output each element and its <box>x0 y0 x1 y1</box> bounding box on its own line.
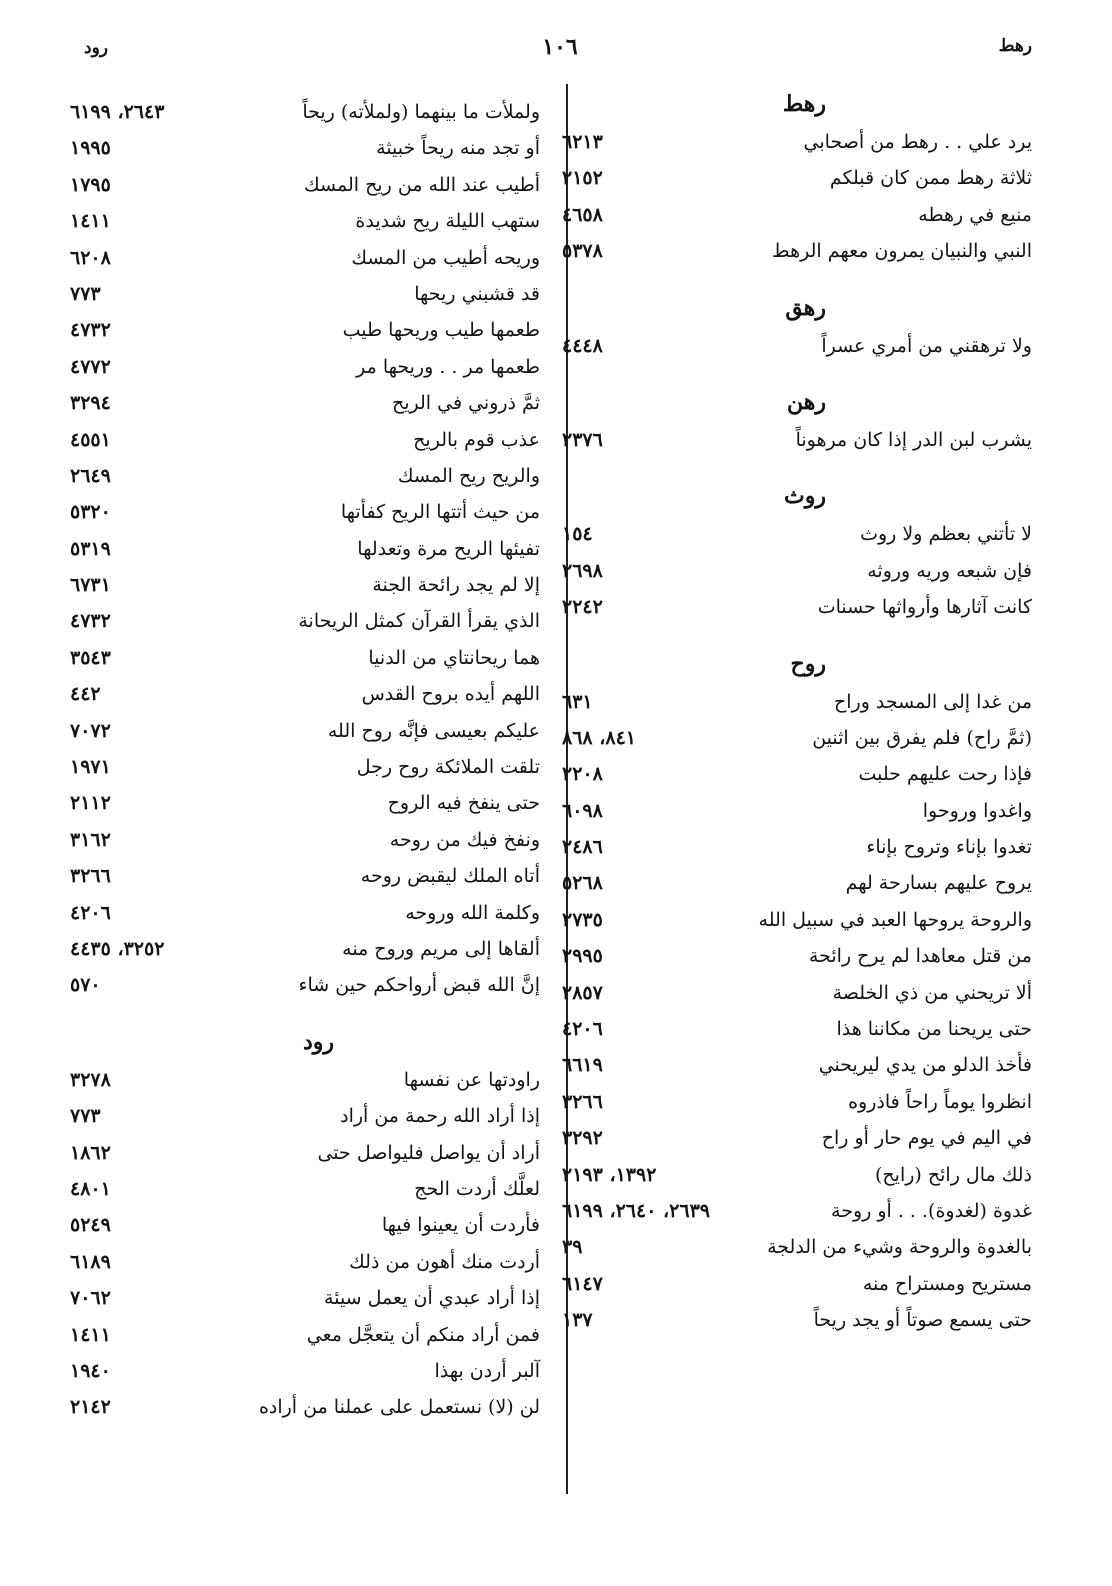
entry-hadith-numbers: ٥٢٤٩ <box>70 1214 111 1237</box>
entry-hadith-numbers: ٥٣٧٨ <box>562 240 603 263</box>
entry-phrase: فأخذ الدلو من يدي ليريحني <box>818 1054 1032 1077</box>
index-entry <box>70 1171 540 1207</box>
index-entry <box>70 1098 540 1134</box>
entry-phrase: (ثمَّ راح) فلم يفرق بين اثنين <box>812 726 1032 749</box>
index-entry <box>70 1389 540 1425</box>
entry-hadith-numbers: ٧٧٣ <box>70 282 101 305</box>
entry-hadith-numbers: ١٣٧ <box>562 1309 593 1332</box>
entry-hadith-numbers: ٤٢٠٦ <box>562 1018 603 1041</box>
entry-phrase: في اليم في يوم حار أو راح <box>821 1127 1032 1150</box>
entry-hadith-numbers: ٤٤٤٨ <box>562 334 603 357</box>
entry-hadith-numbers: ٤٨٠١ <box>70 1177 111 1200</box>
index-entry <box>562 328 1032 364</box>
entry-phrase: أطيب عند الله من ريح المسك <box>304 173 540 196</box>
index-entry <box>70 676 540 712</box>
entry-hadith-numbers: ٨٤١، ٨٦٨ <box>562 726 636 749</box>
entry-hadith-numbers: ٥٧٠ <box>70 974 101 997</box>
entry-phrase: لا تأتني بعظم ولا روث <box>860 523 1032 546</box>
index-entry <box>70 1353 540 1389</box>
entry-hadith-numbers: ١٥٤ <box>562 523 593 546</box>
entry-hadith-numbers: ٦٠٩٨ <box>562 799 603 822</box>
index-entry <box>70 385 540 421</box>
entry-hadith-numbers: ٣٩ <box>562 1236 583 1259</box>
entry-hadith-numbers: ٢٧٣٥ <box>562 908 603 931</box>
entry-phrase: وريحه أطيب من المسك <box>351 246 540 269</box>
entry-phrase: والريح ريح المسك <box>397 464 540 487</box>
entry-hadith-numbers: ٤٧٧٢ <box>70 355 111 378</box>
entry-hadith-numbers: ٤٧٣٢ <box>70 319 111 342</box>
index-entry <box>562 938 1032 974</box>
entry-hadith-numbers: ٦١٤٧ <box>562 1272 603 1295</box>
entry-phrase: هما ريحانتاي من الدنيا <box>368 646 540 669</box>
entry-hadith-numbers: ٢٦٣٩، ٢٦٤٠، ٦١٩٩ <box>562 1199 710 1222</box>
index-entry <box>70 458 540 494</box>
entry-hadith-numbers: ٤٧٣٢ <box>70 610 111 633</box>
running-head-right: رهط <box>998 36 1032 56</box>
index-entry <box>562 553 1032 589</box>
index-entry <box>562 793 1032 829</box>
entry-hadith-numbers: ٦١٨٩ <box>70 1250 111 1273</box>
entry-phrase: عذب قوم بالريح <box>413 428 540 451</box>
index-entry <box>562 865 1032 901</box>
index-entry <box>562 1266 1032 1302</box>
page-number: ١٠٦ <box>542 34 578 60</box>
entry-phrase: إنَّ الله قبض أرواحكم حين شاء <box>298 974 540 997</box>
index-entry <box>70 1317 540 1353</box>
entry-phrase: أو تجد منه ريحاً خبيثة <box>376 137 540 160</box>
entry-hadith-numbers: ٢٦٤٩ <box>70 464 111 487</box>
entry-phrase: إلا لم يجد رائحة الجنة <box>372 574 540 597</box>
entry-phrase: واغدوا وروحوا <box>922 799 1032 822</box>
entry-phrase: حتى ينفخ فيه الروح <box>387 792 540 815</box>
index-entry <box>70 749 540 785</box>
entry-phrase: طعمها طيب وريحها طيب <box>342 319 540 342</box>
root-heading: رهن <box>787 388 826 415</box>
index-entry <box>70 858 540 894</box>
index-entry <box>70 895 540 931</box>
index-entry <box>70 203 540 239</box>
index-entry <box>70 640 540 676</box>
entry-phrase: تغدوا بإناء وتروح بإناء <box>866 836 1032 859</box>
entry-hadith-numbers: ١٨٦٢ <box>70 1141 111 1164</box>
entry-phrase: أردت منك أهون من ذلك <box>349 1250 540 1273</box>
entry-phrase: ولملأت ما بينهما (ولملأته) ريحاً <box>302 101 540 123</box>
page-header <box>0 34 1112 74</box>
entry-phrase: فإذا رحت عليهم حلبت <box>858 763 1032 786</box>
root-heading: رهق <box>785 294 826 321</box>
entry-hadith-numbers: ١٩٧١ <box>70 756 111 779</box>
entry-phrase: راودتها عن نفسها <box>403 1068 540 1091</box>
entry-phrase: لن (لا) نستعمل على عملنا من أراده <box>258 1396 540 1419</box>
entry-phrase: اللهم أيده بروح القدس <box>361 683 540 706</box>
entry-hadith-numbers: ٦٧٣١ <box>70 574 111 597</box>
entry-hadith-numbers: ٢٩٩٥ <box>562 945 603 968</box>
index-entry <box>70 94 540 130</box>
entry-phrase: النبي والنبيان يمرون معهم الرهط <box>772 240 1032 263</box>
entry-phrase: الذي يقرأ القرآن كمثل الريحانة <box>298 610 540 633</box>
left-column <box>70 84 540 1426</box>
entry-hadith-numbers: ١٩٩٥ <box>70 137 111 160</box>
entry-phrase: منيع في رهطه <box>918 203 1032 226</box>
entry-phrase: لعلَّك أردت الحج <box>414 1177 540 1200</box>
index-entry <box>562 1229 1032 1265</box>
entry-hadith-numbers: ٤٦٥٨ <box>562 203 603 226</box>
index-entry <box>70 967 540 1003</box>
entry-hadith-numbers: ٣٥٤٣ <box>70 646 111 669</box>
entry-phrase: بالغدوة والروحة وشيء من الدلجة <box>767 1236 1032 1259</box>
index-entry <box>562 160 1032 196</box>
entry-phrase: ستهب الليلة ريح شديدة <box>355 210 540 233</box>
entry-hadith-numbers: ٥٣١٩ <box>70 537 111 560</box>
entry-hadith-numbers: ٢١١٢ <box>70 792 111 815</box>
index-entry <box>562 1011 1032 1047</box>
index-entry <box>70 494 540 530</box>
entry-phrase: ثمَّ ذروني في الريح <box>391 392 540 415</box>
entry-hadith-numbers: ٢١٤٢ <box>70 1396 111 1419</box>
index-entry <box>70 822 540 858</box>
entry-hadith-numbers: ٢٤٨٦ <box>562 836 603 859</box>
entry-phrase: عليكم بعيسى فإنَّه روح الله <box>327 719 540 742</box>
index-entry <box>562 516 1032 552</box>
index-entry <box>562 975 1032 1011</box>
entry-phrase: ولا ترهقني من أمري عسراً <box>821 334 1032 357</box>
entry-hadith-numbers: ١٩٤٠ <box>70 1359 111 1382</box>
entry-phrase: ذلك مال رائح (رايح) <box>875 1163 1032 1186</box>
entry-hadith-numbers: ٣٢٩٤ <box>70 392 111 415</box>
entry-hadith-numbers: ٣٢٦٦ <box>70 865 111 888</box>
index-entry <box>70 931 540 967</box>
entry-hadith-numbers: ٦٢١٣ <box>562 131 603 153</box>
entry-hadith-numbers: ١٤١١ <box>70 210 111 233</box>
entry-phrase: من حيث أتتها الريح كفأتها <box>340 501 540 524</box>
index-entry <box>70 167 540 203</box>
root-heading: رهط <box>782 91 826 117</box>
entry-hadith-numbers: ٢٦٩٨ <box>562 559 603 582</box>
entry-hadith-numbers: ٣٢٦٦ <box>562 1090 603 1113</box>
index-entry <box>70 312 540 348</box>
entry-hadith-numbers: ١٣٩٢، ٢١٩٣ <box>562 1163 657 1186</box>
index-entry <box>70 240 540 276</box>
entry-hadith-numbers: ٥٢٦٨ <box>562 872 603 895</box>
index-entry <box>70 1280 540 1316</box>
index-entry <box>70 1207 540 1243</box>
running-head-left: رود <box>84 38 108 58</box>
entry-phrase: ثلاثة رهط ممن كان قبلكم <box>829 167 1032 190</box>
entry-phrase: قد قشبني ريحها <box>414 282 540 305</box>
entry-phrase: يشرب لبن الدر إذا كان مرهوناً <box>795 428 1032 451</box>
entry-hadith-numbers: ٧٠٧٢ <box>70 719 111 742</box>
entry-phrase: والروحة يروحها العبد في سبيل الله <box>758 908 1032 931</box>
entry-phrase: طعمها مر . . وريحها مر <box>356 355 540 378</box>
entry-phrase: تلقت الملائكة روح رجل <box>356 756 540 779</box>
entry-phrase: يرد علي . . رهط من أصحابي <box>803 131 1032 153</box>
entry-hadith-numbers: ٤٢٠٦ <box>70 901 111 924</box>
index-entry <box>562 422 1032 458</box>
entry-phrase: انظروا يوماً راحاً فاذروه <box>848 1090 1032 1113</box>
entry-phrase: أتاه الملك ليقبض روحه <box>360 865 540 888</box>
entry-phrase: غدوة (لغدوة). . . أو روحة <box>831 1199 1032 1222</box>
entry-hadith-numbers: ٢٢٤٢ <box>562 596 603 619</box>
index-entry <box>562 1120 1032 1156</box>
entry-phrase: مستريح ومستراح منه <box>862 1272 1032 1295</box>
root-heading: روث <box>784 483 826 510</box>
index-entry <box>562 756 1032 792</box>
entry-phrase: تفيئها الريح مرة وتعدلها <box>357 537 540 560</box>
index-entry <box>70 567 540 603</box>
entry-hadith-numbers: ٣٢٧٨ <box>70 1068 111 1091</box>
index-entry <box>562 124 1032 160</box>
index-entry <box>70 785 540 821</box>
entry-phrase: ونفخ فيك من روحه <box>389 828 540 851</box>
index-entry <box>562 720 1032 756</box>
index-entry <box>562 197 1032 233</box>
entry-hadith-numbers: ٦٦١٩ <box>562 1054 603 1077</box>
entry-phrase: وكلمة الله وروحه <box>405 901 540 924</box>
entry-hadith-numbers: ٢٢٠٨ <box>562 763 603 786</box>
index-entry <box>562 233 1032 269</box>
entry-phrase: حتى يسمع صوتاً أو يجد ريحاً <box>813 1309 1032 1332</box>
index-entry <box>70 1062 540 1098</box>
right-column <box>562 84 1032 1339</box>
index-entry <box>70 276 540 312</box>
entry-phrase: كانت آثارها وأرواثها حسنات <box>817 596 1032 619</box>
entry-hadith-numbers: ١٧٩٥ <box>70 173 111 196</box>
index-entry <box>70 422 540 458</box>
entry-hadith-numbers: ٣٢٥٢، ٤٤٣٥ <box>70 937 165 960</box>
root-heading: رود <box>302 1028 334 1055</box>
index-entry <box>70 1135 540 1171</box>
index-entry <box>70 130 540 166</box>
index-entry <box>562 1084 1032 1120</box>
entry-hadith-numbers: ٤٥٥١ <box>70 428 111 451</box>
root-heading: روح <box>790 650 826 677</box>
index-entry <box>562 1193 1032 1229</box>
index-entry <box>562 902 1032 938</box>
entry-hadith-numbers: ٧٠٦٢ <box>70 1287 111 1310</box>
index-entry <box>562 829 1032 865</box>
index-entry <box>70 713 540 749</box>
entry-phrase: إذا أراد عبدي أن يعمل سيئة <box>324 1287 540 1310</box>
index-entry <box>562 1047 1032 1083</box>
entry-phrase: ألا تريحني من ذي الخلصة <box>832 981 1032 1004</box>
entry-hadith-numbers: ٥٣٢٠ <box>70 501 111 524</box>
entry-hadith-numbers: ٦٣١ <box>562 690 593 713</box>
entry-phrase: حتى يريحنا من مكاننا هذا <box>836 1018 1032 1041</box>
entry-phrase: من غدا إلى المسجد وراح <box>833 690 1032 713</box>
index-entry <box>70 349 540 385</box>
entry-phrase: من قتل معاهدا لم يرح رائحة <box>808 945 1032 968</box>
entry-hadith-numbers: ٢٣٧٦ <box>562 428 603 451</box>
index-entry <box>562 684 1032 720</box>
index-entry <box>70 1244 540 1280</box>
index-entry <box>70 531 540 567</box>
index-entry <box>562 589 1032 625</box>
index-entry <box>70 603 540 639</box>
entry-hadith-numbers: ٦٢٠٨ <box>70 246 111 269</box>
entry-hadith-numbers: ٢٨٥٧ <box>562 981 603 1004</box>
entry-hadith-numbers: ٣١٦٢ <box>70 828 111 851</box>
entry-hadith-numbers: ٧٧٣ <box>70 1105 101 1128</box>
column-top-spacer <box>70 84 540 94</box>
entry-hadith-numbers: ٤٤٢ <box>70 683 101 706</box>
entry-hadith-numbers: ٢١٥٢ <box>562 167 603 190</box>
entry-phrase: آلبر أردن بهذا <box>434 1359 540 1382</box>
entry-phrase: يروح عليهم بسارحة لهم <box>845 872 1032 895</box>
entry-phrase: ألقاها إلى مريم وروح منه <box>342 937 540 960</box>
entry-hadith-numbers: ٣٢٩٢ <box>562 1127 603 1150</box>
index-entry <box>562 1157 1032 1193</box>
entry-phrase: أراد أن يواصل فليواصل حتى <box>317 1141 540 1164</box>
entry-phrase: فأردت أن يعينوا فيها <box>381 1214 540 1237</box>
entry-phrase: إذا أراد الله رحمة من أراد <box>340 1105 540 1128</box>
entry-phrase: فمن أراد منكم أن يتعجَّل معي <box>306 1323 540 1346</box>
index-entry <box>562 1302 1032 1338</box>
entry-hadith-numbers: ١٤١١ <box>70 1323 111 1346</box>
entry-phrase: فإن شبعه وريه وروثه <box>867 559 1032 582</box>
entry-hadith-numbers: ٢٦٤٣، ٦١٩٩ <box>70 101 165 123</box>
